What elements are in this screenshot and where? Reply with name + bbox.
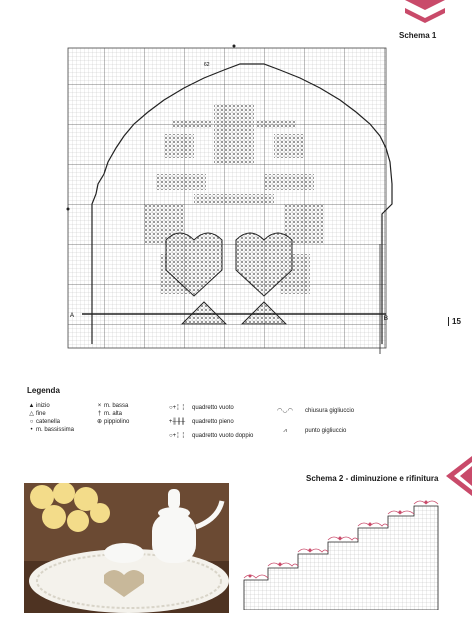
marker-a: A (70, 313, 75, 319)
legend-col3 (162, 401, 253, 443)
legend-item: × m. bassa (97, 403, 129, 409)
legend-col2 (95, 402, 129, 426)
legend-item: † m. alta (97, 411, 123, 417)
legend-item: • m. bassissima (30, 427, 75, 433)
legend-item: ▲ inizio (28, 403, 50, 409)
stitch-count-label: 62 (204, 62, 210, 68)
doily-photo-icon (24, 483, 229, 613)
page-number: 15 (448, 317, 461, 326)
schema1-title: Schema 1 (399, 31, 437, 40)
chevron-side-icon (446, 456, 472, 496)
schema2-chart (238, 498, 444, 610)
legend-col4 (265, 401, 354, 441)
legend-item: △ fine (29, 411, 46, 417)
legend-item: +╫╫╫ quadretto pieno (168, 419, 234, 425)
legend-col1 (27, 402, 74, 434)
legend-item: ○+╎ ╎ quadretto vuoto doppio (168, 433, 254, 439)
legend-item: ⊕ pippiolino (96, 419, 130, 425)
legend-item: ⩘ punto gigliuccio (283, 428, 347, 434)
legend-item: ○+╎ ╎ quadretto vuoto (168, 405, 234, 411)
legend-title: Legenda (27, 386, 60, 395)
legend-item: ◠◡◠ chiusura gigliuccio (277, 408, 355, 414)
schema2-title: Schema 2 - diminuzione e rifinitura (306, 474, 439, 483)
stair-grid (244, 506, 438, 610)
chevron-decoration-icon (405, 0, 445, 28)
marker-b: B (384, 316, 389, 322)
schema1-chart (64, 44, 404, 374)
legend-item: ○ catenella (29, 419, 61, 425)
